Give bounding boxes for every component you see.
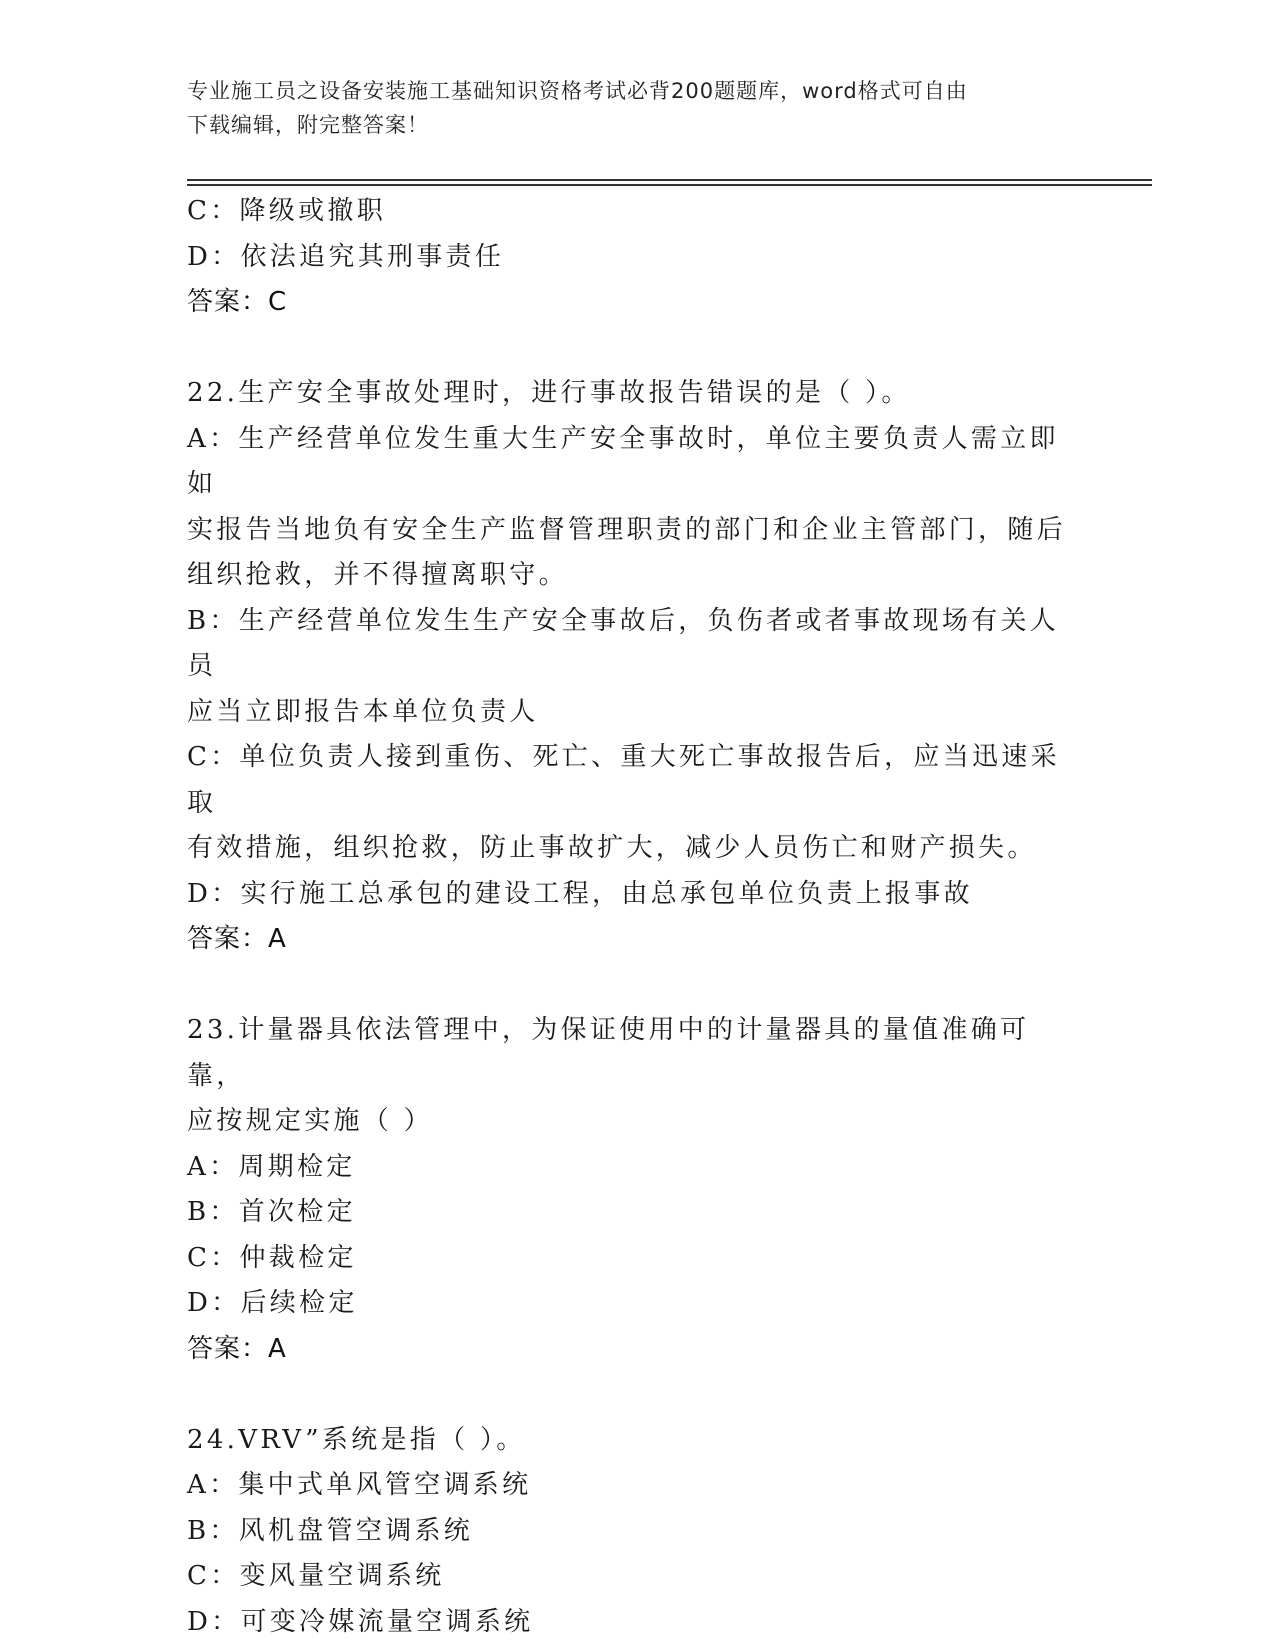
question-content xyxy=(187,189,1087,1645)
question-stem-line-2: 应按规定实施（ ） xyxy=(187,1106,433,1136)
spacer xyxy=(187,963,1087,1009)
option-d: D：依法追究其刑事责任 xyxy=(187,241,505,272)
option-c-line-1: C：单位负责人接到重伤、死亡、重大死亡事故报告后，应当迅速采取 xyxy=(187,742,1060,818)
option-a-line-2: 实报告当地负有安全生产监督管理职责的部门和企业主管部门，随后 xyxy=(187,514,1067,545)
option-d: D：后续检定 xyxy=(187,1288,358,1318)
option-a-line-1: A：生产经营单位发生重大生产安全事故时，单位主要负责人需立即如 xyxy=(187,423,1059,499)
header-divider-bottom xyxy=(187,184,1152,186)
question-stem: 22.生产安全事故处理时，进行事故报告错误的是（ ）。 xyxy=(187,378,911,408)
option-c: C：仲裁检定 xyxy=(187,1242,357,1273)
option-c: C：变风量空调系统 xyxy=(187,1561,445,1591)
header-line-1: 专业施工员之设备安装施工基础知识资格考试必背200题题库，word格式可自由 xyxy=(187,79,968,103)
question-23 xyxy=(187,1008,1087,1372)
spacer xyxy=(187,1372,1087,1418)
option-d: D：可变冷媒流量空调系统 xyxy=(187,1606,534,1637)
header-divider-top xyxy=(187,179,1152,181)
answer-line: 答案：C xyxy=(187,287,288,317)
option-d-line-1: D：实行施工总承包的建设工程，由总承包单位负责上报事故 xyxy=(187,878,973,909)
option-c: C：降级或撤职 xyxy=(187,196,386,226)
page-header xyxy=(187,74,1087,142)
option-a: A：周期检定 xyxy=(187,1151,356,1182)
option-c-line-2: 有效措施，组织抢救，防止事故扩大，减少人员伤亡和财产损失。 xyxy=(187,833,1037,863)
option-a: A：集中式单风管空调系统 xyxy=(187,1470,532,1500)
spacer xyxy=(187,326,1087,372)
answer-line: 答案：A xyxy=(187,1333,287,1364)
header-line-2: 下载编辑，附完整答案！ xyxy=(187,113,429,137)
question-24 xyxy=(187,1418,1087,1646)
option-b-line-1: B：生产经营单位发生生产安全事故后，负伤者或者事故现场有关人员 xyxy=(187,605,1060,681)
question-stem-line-1: 23.计量器具依法管理中，为保证使用中的计量器具的量值准确可靠， xyxy=(187,1015,1030,1091)
option-a-line-3: 组织抢救，并不得擅离职守。 xyxy=(187,560,568,590)
option-b-line-2: 应当立即报告本单位负责人 xyxy=(187,696,539,727)
answer-line: 答案：A xyxy=(187,924,287,954)
option-b: B：风机盘管空调系统 xyxy=(187,1515,474,1546)
previous-question-tail xyxy=(187,189,1087,326)
question-22 xyxy=(187,371,1087,963)
option-b: B：首次检定 xyxy=(187,1197,356,1227)
question-stem: 24.VRV”系统是指（ ）。 xyxy=(187,1424,526,1455)
